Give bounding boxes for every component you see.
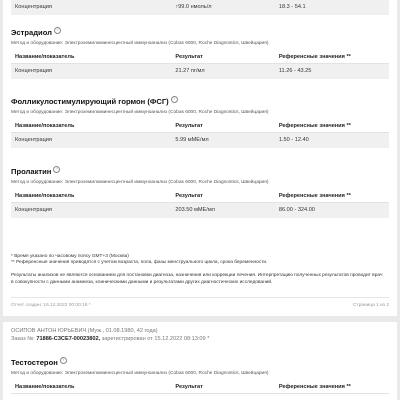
info-icon[interactable]: ? (171, 96, 178, 103)
patient-info: ОСИПОВ АНТОН ЮРЬЕВИЧ (Муж., 01.08.1980, 42 года) (11, 328, 158, 334)
method-line: Метод и оборудование: Электрохемилюминесцентный иммуноанализ (Cobas 6000, Roche Diagnostics, Швейцария) (11, 371, 269, 376)
note-disclaimer-2: в совокупности с данными анамнеза, клиническими данными и результатами других диагностических исследований. (11, 279, 273, 285)
note-timezone: * Время указано по часовому поясу GMT+3 (Москва) (11, 254, 129, 259)
results-table (11, 382, 389, 394)
reference-cell: 86.00 - 324.00 (275, 203, 389, 219)
section-prolactin (11, 167, 389, 218)
table-header-row (11, 52, 389, 64)
result-cell: 21.27 пг/мл (171, 64, 274, 80)
table-row (11, 64, 389, 80)
col-header-parameter: Название/показатель (11, 52, 171, 64)
col-header-parameter: Название/показатель (11, 121, 171, 133)
section-fsh (11, 97, 389, 148)
reference-cell: 1.50 - 12.40 (275, 133, 389, 149)
col-header-result: Результат (171, 382, 274, 394)
col-header-reference: Референсные значения ** (275, 191, 389, 203)
param-cell: Концентрация (11, 0, 171, 15)
results-table (11, 121, 389, 148)
report-notes (11, 254, 389, 286)
col-header-reference: Референсные значения ** (275, 52, 389, 64)
report-page-2 (3, 322, 397, 400)
table-row (11, 0, 389, 15)
table-header-row (11, 382, 389, 394)
reference-cell: 18.3 - 54.1 (275, 0, 389, 15)
section-title: Эстрадиол ? (11, 28, 389, 37)
col-header-result: Результат (171, 191, 274, 203)
report-page-1 (3, 0, 397, 316)
method-line: Метод и оборудование: Электрохемилюминесцентный иммуноанализ (Cobas 6000, Roche Diagnostics, Швейцария) (11, 180, 269, 185)
result-cell: 5.99 мМЕ/мл (171, 133, 274, 149)
table-row (11, 133, 389, 149)
info-icon[interactable]: ? (60, 357, 67, 364)
info-icon[interactable]: ? (53, 166, 60, 173)
section-prev-tail (11, 0, 389, 15)
col-header-reference: Референсные значения ** (275, 382, 389, 394)
reference-cell: 11.26 - 43.25 (275, 64, 389, 80)
report-created: Отчет создан: 16.12.2022 00:00:16 * (11, 303, 91, 308)
col-header-reference: Референсные значения ** (275, 121, 389, 133)
table-header-row (11, 121, 389, 133)
results-table (11, 191, 389, 218)
result-cell: ↑99.0 нмоль/л (171, 0, 274, 15)
results-table (11, 0, 389, 15)
method-line: Метод и оборудование: Электрохемилюминесцентный иммуноанализ (Cobas 6000, Roche Diagnostics, Швейцария) (11, 41, 269, 46)
param-cell: Концентрация (11, 203, 171, 219)
param-cell: Концентрация (11, 64, 171, 80)
section-title: Пролактин ? (11, 167, 389, 176)
col-header-result: Результат (171, 121, 274, 133)
section-estradiol (11, 28, 389, 79)
param-cell: Концентрация (11, 133, 171, 149)
col-header-parameter: Название/показатель (11, 382, 171, 394)
table-row (11, 203, 389, 219)
result-cell: 203.50 мМЕ/мл (171, 203, 274, 219)
order-number: 71886-С3СЕ7-00023802, (36, 336, 101, 342)
section-testosterone (11, 358, 389, 394)
note-reference: ** Референсные значения приводятся с учетом возраста, пола, фазы менструального цикла, срока беременности. (11, 260, 268, 266)
results-table (11, 52, 389, 79)
col-header-result: Результат (171, 52, 274, 64)
order-info: Заказ №: 71886-С3СЕ7-00023802, зарегистрирован от 15.12.2022 08:13:09 * (11, 336, 210, 342)
method-line: Метод и оборудование: Электрохемилюминесцентный иммуноанализ (Cobas 6000, Roche Diagnostics, Швейцария) (11, 110, 269, 115)
page-footer (11, 297, 389, 308)
section-title: Тестостерон ? (11, 358, 389, 367)
page-number: Страница 1 из 2 (353, 303, 389, 308)
section-title: Фолликулостимулирующий гормон (ФСГ) ? (11, 97, 389, 106)
col-header-parameter: Название/показатель (11, 191, 171, 203)
info-icon[interactable]: ? (54, 27, 61, 34)
table-header-row (11, 191, 389, 203)
note-disclaimer-1: Результаты анализов не являются основанием для постановки диагноза, назначения или коррекции лечения. Интерпретацию полученных результатов проводит врач (11, 273, 383, 279)
